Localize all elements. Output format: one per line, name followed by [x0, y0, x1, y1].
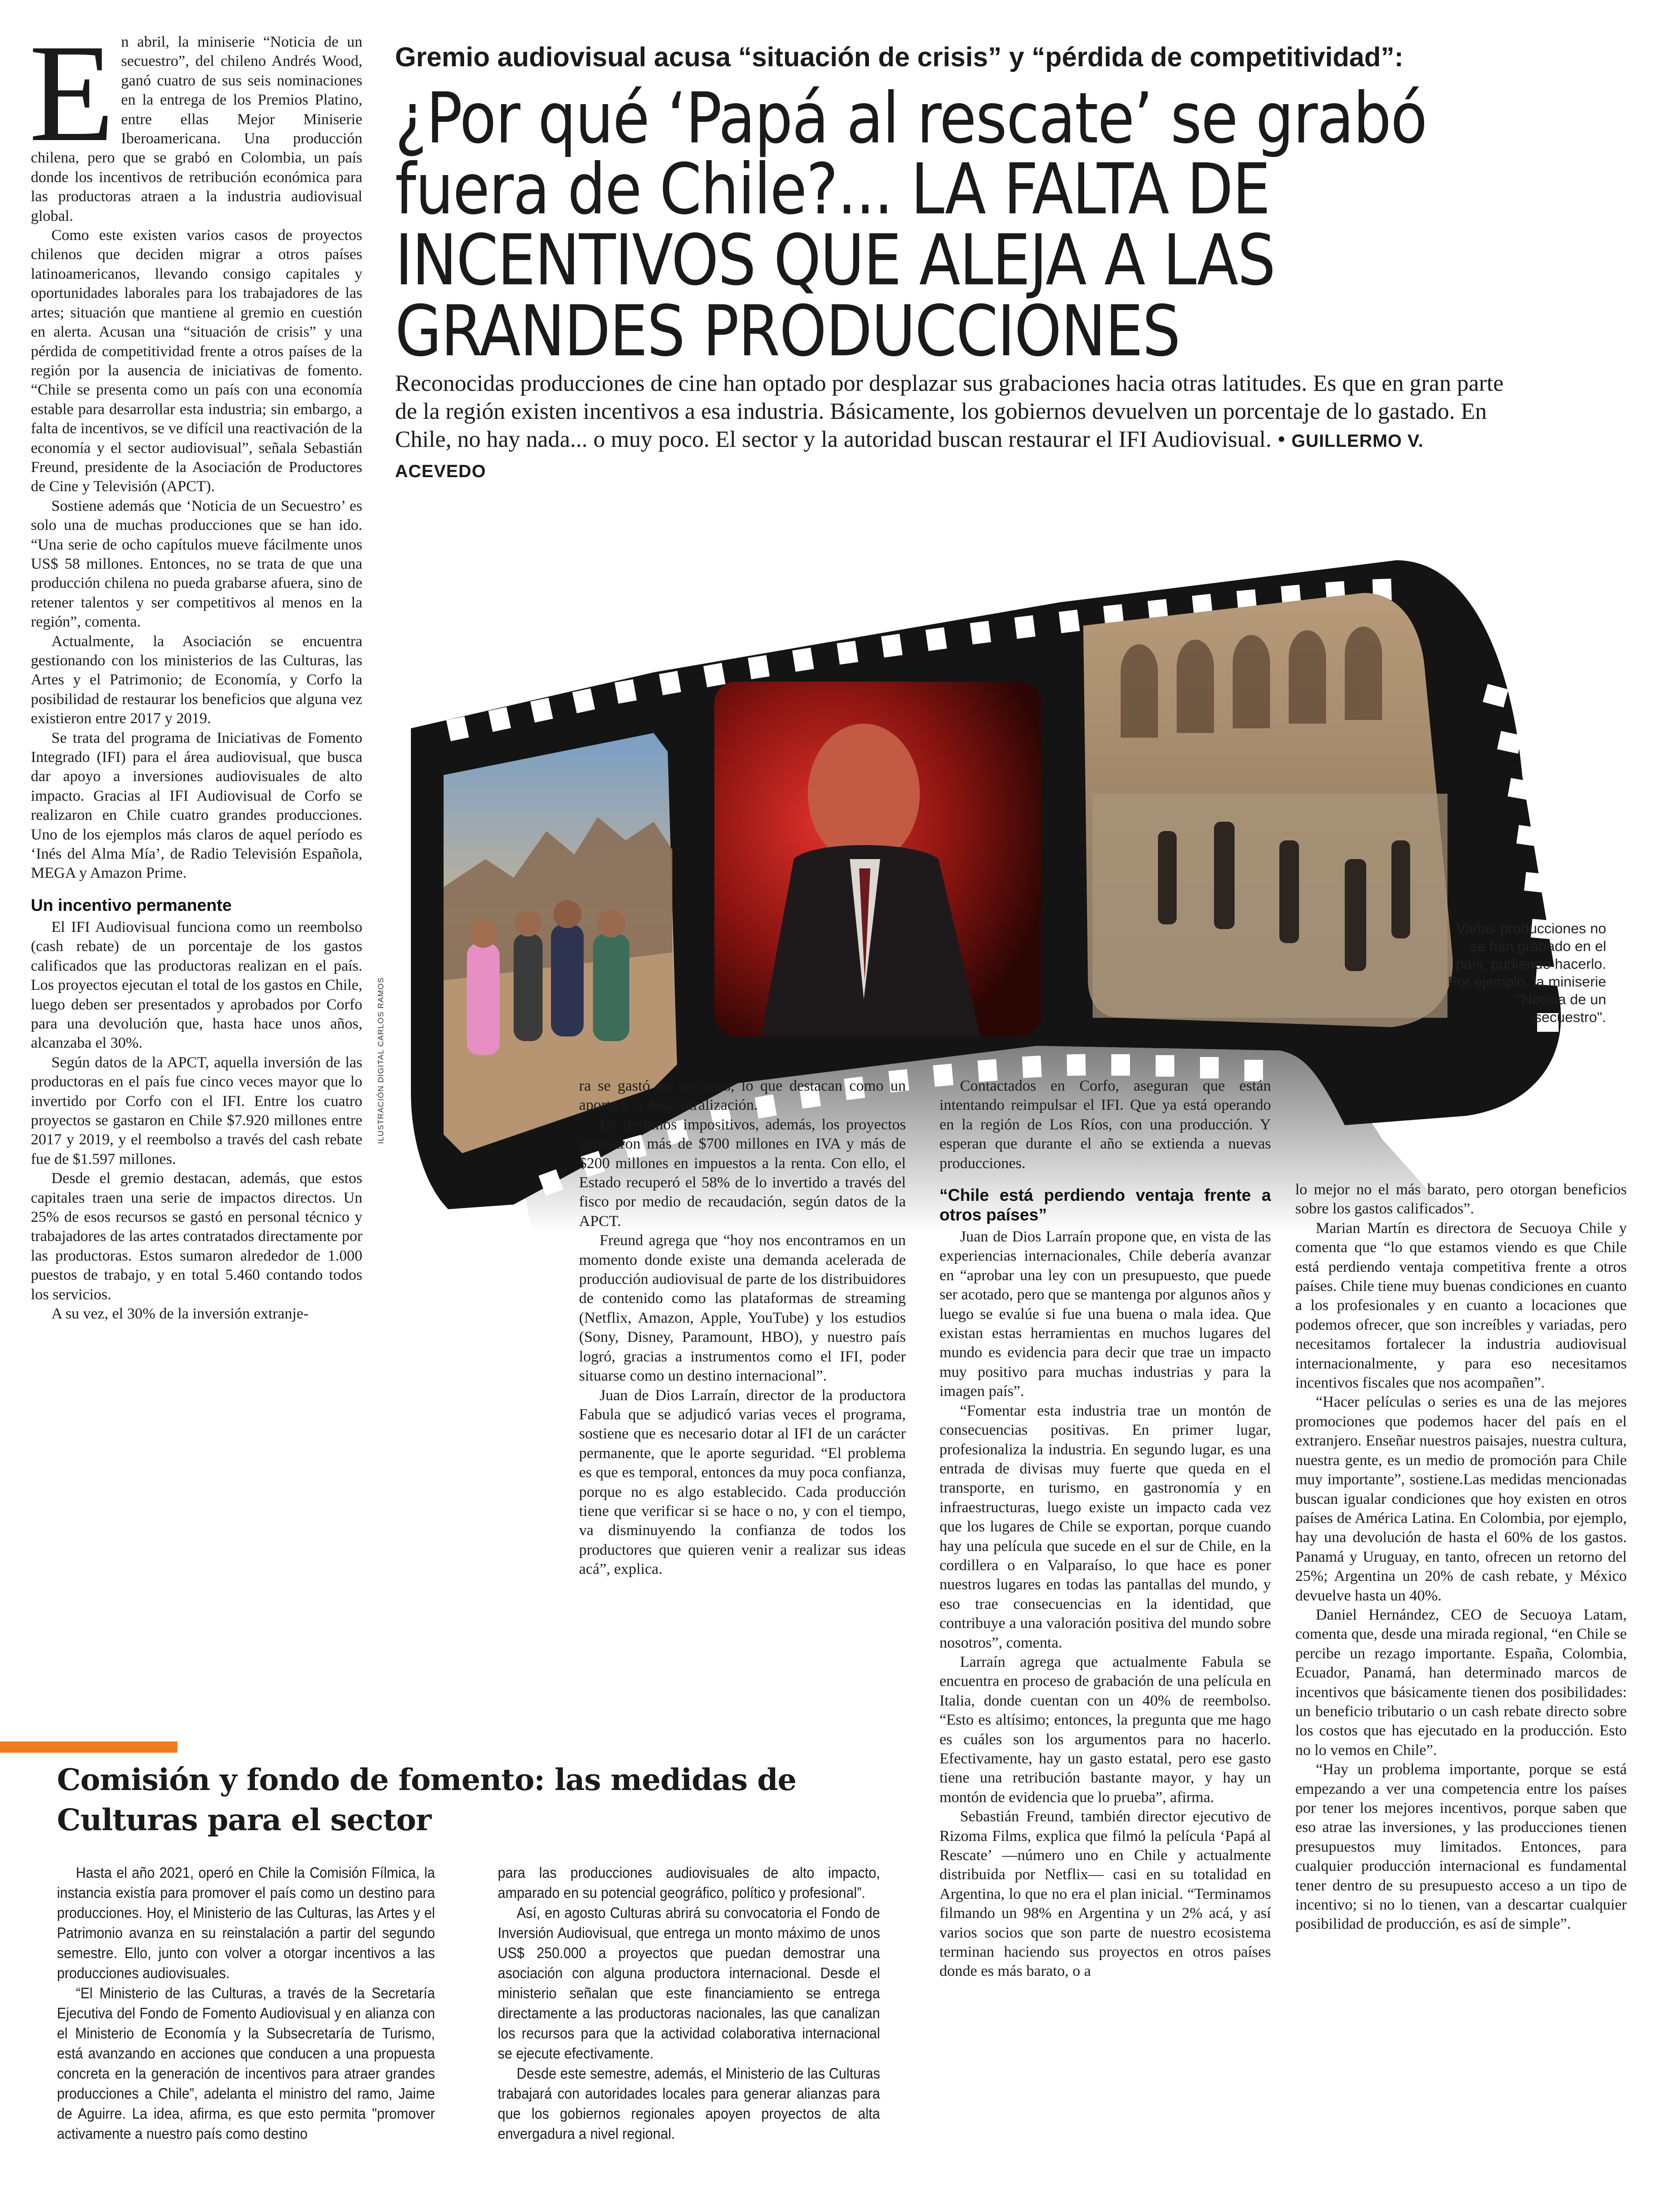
accent-bar — [0, 1741, 177, 1753]
paragraph: Según datos de la APCT, aquella inversión de las productoras en el país fue cinco veces mayor que lo invertido por Corfo con el IFI. Entre los cuatro proyectos se gastaron en Chile $7.920 millones entre 2017 y 2019, y el reembolso a través del cash rebate fue de $1.597 millones. — [31, 1054, 362, 1168]
deck-text: Reconocidas producciones de cine han optado por desplazar sus grabaciones hacia otras latitudes. Es que en gran parte de la región existen incentivos a esa industria. Básicamente, los gobiernos devuelven un porcentaje de lo gastado. En Chile, no hay nada... o muy poco. El sector y la autoridad buscan restaurar el IFI Audiovisual. • — [395, 370, 1504, 452]
paragraph: ra se gastó en regiones, lo que destacan como un aporte a la descentralización. — [579, 1078, 906, 1114]
paragraph: “Hacer películas o series es una de las mejores promociones que podemos hacer del país en el extranjero. Enseñar nuestros paisajes, nuestra cultura, nuestra gente, es un medio de promoción para Chile muy importante”, sostiene.Las medidas mencionadas buscan igualar condiciones que hoy existen en otros países de América Latina. En Colombia, por ejemplo, hay una devolución de hasta el 60% de los gastos. Panamá y Uruguay, en tanto, ofrecen un retorno del 25%; Argentina un 20% de cash rebate, y México devuelve hasta un 40%. — [1295, 1394, 1627, 1604]
paragraph: Desde el gremio destacan, además, que estos capitales traen una serie de impactos directos. Un 25% de esos recursos se gastó en personal técnico y trabajadores de las artes contratados directamente por las productoras. Estos sumaron alrededor de 1.000 puestos de trabajo, y en total 5.460 contando todos los servicios. — [31, 1170, 362, 1303]
paragraph: A su vez, el 30% de la inversión extranje- — [51, 1305, 309, 1322]
paragraph: n abril, la miniserie “Noticia de un secuestro”, del chileno Andrés Wood, ganó cuatro de sus seis nominaciones en la entrega de los Premios Platino, entre ellas Mejor Miniserie Iberoamericana. Una producción chilena, pero que se grabó en Colombia, un país donde los incentivos de retribución económica para las productoras atraen a la industria audiovisual global. — [31, 34, 362, 225]
frame-plaza-scene — [1083, 593, 1453, 1027]
article-column-2 — [579, 1077, 906, 1579]
paragraph: Sebastián Freund, también director ejecutivo de Rizoma Films, explica que filmó la película ‘Papá al Rescate’ —número uno en Chile y actualmente distribuida por Netflix— casi en su totalidad en Argentina, lo que no era el plan inicial. “Terminamos filmando un 98% en Argentina y un 2% acá, y así varios socios que son parte de nuestro ecosistema terminan haciendo sus proyectos en otros países donde es más barato, o a — [939, 1808, 1271, 1980]
box-title-line-1: Comisión y fondo de fomento: las medidas de — [57, 1762, 797, 1797]
paragraph: Contactados en Corfo, aseguran que están intentando reimpulsar el IFI. Que ya está operando en la región de Los Ríos, con una producción. Y esperan que durante el año se extienda a nuevas producciones. — [939, 1078, 1271, 1172]
paragraph: “El Ministerio de las Culturas, a través de la Secretaría Ejecutiva del Fondo de Fomento Audiovisual y en alianza con el Ministerio de Economía y la Subsecretaría de Turismo, está avanzando en acciones que conducen a una propuesta concreta en la generación de incentivos para atraer grandes producciones a Chile”, adelanta el ministro del ramo, Jaime de Aguirre. La idea, afirma, es que esto permita "promover activamente a nuestro país como destino — [57, 1985, 435, 2142]
paragraph: Daniel Hernández, CEO de Secuoya Latam, comenta que, desde una mirada regional, “en Chile se percibe un rezago importante. España, Colombia, Ecuador, Panamá, han determinado marcos de incentivos que básicamente tienen dos posibilidades: un beneficio tributario o un cash rebate directo sobre los costos que has ejecutado en la producción. Esto no lo vemos en Chile”. — [1295, 1606, 1627, 1759]
headline-line-4: GRANDES PRODUCCIONES — [395, 291, 1180, 372]
paragraph: Así, en agosto Culturas abrirá su convocatoria el Fondo de Inversión Audiovisual, que entrega un monto máximo de unos US$ 250.000 a proyectos que puedan demostrar una asociación con alguna productora internacional. Desde el ministerio señalan que este financiamiento se entrega directamente a las productoras nacionales, las que canalizan los recursos para que la actividad colaborativa internacional se ejecute efectivamente. — [498, 1904, 880, 2062]
deck — [395, 369, 1506, 486]
paragraph: lo mejor no el más barato, pero otorgan beneficios sobre los gastos calificados”. — [1295, 1181, 1627, 1218]
paragraph: para las producciones audiovisuales de alto impacto, amparado en su potencial geográfico, político y profesional”. — [498, 1864, 880, 1901]
box-title-line-2: Culturas para el sector — [57, 1803, 431, 1838]
paragraph: Se trata del programa de Iniciativas de Fomento Integrado (IFI) para el área audiovisual, que busca dar apoyo a inversiones audiovisuales de alto impacto. Gracias al IFI Audiovisual de Corfo se realizaron en Chile cuatro grandes producciones. Uno de los ejemplos más claros de aquel período es ‘Inés del Alma Mía’, de Radio Televisión Española, MEGA y Amazon Prime. — [31, 729, 362, 882]
paragraph: Hasta el año 2021, operó en Chile la Comisión Fílmica, la instancia existía para promover el país como un destino para producciones. Hoy, el Ministerio de las Culturas, las Artes y el Patrimonio avanza en su reinstalación a partir del segundo semestre. Ello, junto con volver a otorgar incentivos a las producciones audiovisuales. — [57, 1864, 435, 1981]
frame-red-portrait — [714, 682, 1041, 1036]
paragraph: Actualmente, la Asociación se encuentra gestionando con los ministerios de las Culturas, las Artes y el Patrimonio; de Economía, y Corfo la posibilidad de restaurar los beneficios que alguna vez existieron entre 2017 y 2019. — [31, 633, 362, 727]
headline-line-3: INCENTIVOS QUE ALEJA A LAS — [395, 220, 1275, 301]
subheading: “Chile está perdiendo ventaja frente a otros países” — [939, 1185, 1271, 1225]
article-column-4 — [1295, 1180, 1627, 1934]
paragraph: “Hay un problema importante, porque se está empezando a ver una competencia entre los países por tener los mejores incentivos, porque saben que eso atrae las inversiones, y las producciones tienen presupuestos muy limitados. Entonces, para cualquier producción internacional es fundamental tener dentro de su presupuesto acceso a un tipo de incentivo; si no lo tienen, van a descartar cualquier posibilidad de producción, es así de simple”. — [1295, 1761, 1627, 1933]
byline: GUILLERMO V. ACEVEDO — [395, 431, 1424, 481]
paragraph: En términos impositivos, además, los proyectos generaron más de $700 millones en IVA y más de $200 millones en impuestos a la renta. Con ello, el Estado recuperó el 58% de lo invertido a través del fisco por medio de recaudación, según datos de la APCT. — [579, 1116, 906, 1230]
headline-line-1: ¿Por qué ‘Papá al rescate’ se grabó — [395, 78, 1427, 159]
paragraph: “Fomentar esta industria trae un montón de consecuencias positivas. En primer lugar, profesionaliza la industria. En segundo lugar, es una entrada de divisas muy fuerte que queda en el transporte, en turismo, en gastronomía y en infraestructuras, luego existe un impacto cada vez que los lugares de Chile se exportan, porque cuando hay una película que sucede en el sur de Chile, en la cordillera o en Valparaíso, lo que hace es poner nuestros lugares en todas las pantallas del mundo, y eso trae consecuencias en la identidad, que contribuye a una valoración positiva del mundo sobre nosotros”, comenta. — [939, 1402, 1271, 1651]
paragraph: Sostiene además que ‘Noticia de un Secuestro’ es solo una de muchas producciones que se han ido. “Una serie de ocho capítulos mueve fácilmente unos US$ 58 millones. Entonces, no se trata de que una producción chilena no pueda grabarse afuera, sino de retener talentos y ser competitivos al menos en la región”, comenta. — [31, 497, 362, 631]
paragraph: Freund agrega que “hoy nos encontramos en un momento donde existe una demanda acelerada de producción audiovisual de parte de los distribuidores de contenido como las plataformas de streaming (Netflix, Amazon, Apple, YouTube) y los estudios (Sony, Disney, Paramount, HBO), y nuestro país logró, gracias a instrumentos como el IFI, poder situarse como un destino internacional”. — [579, 1232, 906, 1385]
article-column-1 — [29, 15, 362, 1324]
headline — [395, 78, 1427, 372]
paragraph: Juan de Dios Larraín, director de la productora Fabula que se adjudicó varias veces el programa, sostiene que es necesario dotar al IFI de un carácter permanente, que le aporte seguridad. “El problema es que es temporal, entonces da muy poca confianza, porque no es algo establecido. Cada producción tiene que verificar si se hace o no, y con el tiempo, va disminuyendo la confianza de todos los productores que quieren venir a realizar sus ideas acá”, explica. — [579, 1387, 906, 1578]
paragraph: Desde este semestre, además, el Ministerio de las Culturas trabajará con autoridades locales para generar alianzas para que los gobiernos regionales apoyen proyectos de alta envergadura a nivel regional. — [498, 2065, 880, 2142]
kicker: Gremio audiovisual acusa “situación de crisis” y “pérdida de competitividad”: — [395, 42, 1404, 72]
subheading: Un incentivo permanente — [31, 895, 232, 915]
paragraph: El IFI Audiovisual funciona como un reembolso (cash rebate) de un porcentaje de los gastos calificados que las productoras realizan en el país. Los proyectos ejecutan el total de los gastos en Chile, luego deben ser presentados y aprobados por Corfo para una devolución que, hasta hace unos años, alcanzaba el 30%. — [31, 918, 362, 1052]
box-column-b — [498, 1863, 880, 2144]
paragraph: Larraín agrega que actualmente Fabula se encuentra en proceso de grabación de una película en Italia, donde cuentan con un 40% de reembolso. “Esto es altísimo; entonces, la pregunta que me hago es cuáles son los argumentos para no hacerlo. Efectivamente, hay un gasto estatal, pero ese gasto tiene una retribución bastante mayor, y hay un montón de evidencia que lo prueba”, afirma. — [939, 1653, 1271, 1806]
headline-line-2: fuera de Chile?... LA FALTA DE — [395, 149, 1270, 230]
article-column-3 — [939, 1077, 1271, 1981]
box-title — [57, 1760, 897, 1840]
paragraph: Juan de Dios Larraín propone que, en vista de las experiencias internacionales, Chile debería avanzar en “aprobar una ley con un presupuesto, que puede ser acotado, pero que se mantenga por algunos años y luego se evalúe si fue una buena o mala idea. Que existan estas herramientas en muchos lugares del mundo es evidencia para decir que trae un impacto muy positivo para muchas industrias y para la imagen país”. — [939, 1228, 1271, 1400]
box-column-a — [57, 1863, 435, 2144]
photo-caption: Varias producciones no se han grabado en el país, pudiendo hacerlo. Por ejemplo, la miniserie "Noticia de un secuestro". — [1447, 920, 1606, 1025]
paragraph: Como este existen varios casos de proyectos chilenos que deciden migrar a otros países latinoamericanos, llevando consigo capitales y oportunidades laborales para los trabajadores de las artes; situación que mantiene al gremio en cuestión en alerta. Acusan una “situación de crisis” y una pérdida de competitividad frente a otros países de la región por la ausencia de iniciativas de fomento. “Chile se presenta como un país con una economía estable para desarrollar esta industria; sin embargo, a falta de incentivos, se ve difícil una reactivación de la economía y el sector audiovisual”, señala Sebastián Freund, presidente de la Asociación de Productores de Cine y Televisión (APCT). — [31, 227, 362, 495]
drop-cap: E — [29, 15, 115, 170]
photo-credit: ILUSTRACIÓN DIGITAL CARLOS RAMOS — [376, 977, 385, 1144]
paragraph: Marian Martín es directora de Secuoya Chile y comenta que “lo que estamos viendo es que Chile está perdiendo ventaja competitiva frente a otros países. Chile tiene muy buenas condiciones en cuanto a los profesionales y en cuanto a locaciones que podemos ofrecer, que son increíbles y variadas, pero necesitamos fortalecer la industria audiovisual internacionalmente, y para eso necesitamos incentivos fiscales que nos acompañen”. — [1295, 1219, 1627, 1392]
